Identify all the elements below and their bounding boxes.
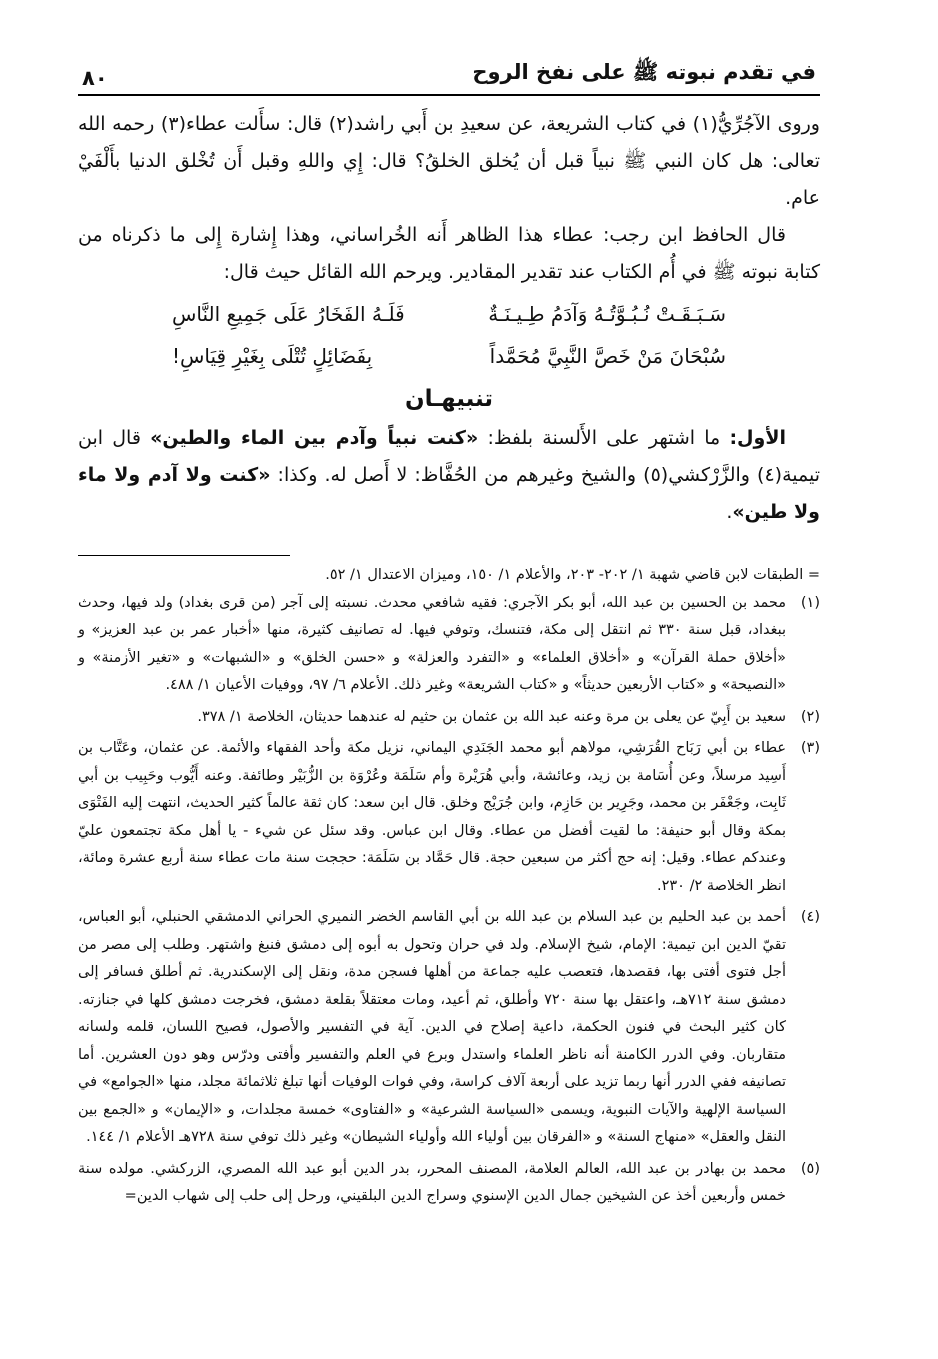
- hemistich: بِفَضَائِلٍ تُتْلَى بِغَيْرِ قِيَاسِ!: [172, 344, 373, 368]
- notice-text: ما اشتهر على الأَلسنة بلفظ:: [478, 427, 730, 449]
- page-header: [78, 52, 820, 96]
- notice-quote: «كنت نبياً وآدم بين الماء والطين»: [150, 427, 479, 449]
- footnote-number: (٣): [800, 740, 820, 756]
- footnote-number: (٤): [800, 909, 820, 925]
- hemistich: سُبْحَانَ مَنْ خَصَّ النَّبِيَّ مُحَمَّداً: [489, 344, 726, 368]
- footnote: [78, 904, 820, 1152]
- notice-lead: الأول:: [729, 427, 786, 449]
- footnote-continuation: = الطبقات لابن قاضي شهبة ١/ ٢٠٢- ٢٠٣، والأعلام ١/ ١٥٠، وميزان الاعتدال ١/ ٥٢.: [325, 567, 820, 583]
- section-heading: تنبيهـان: [404, 386, 494, 412]
- paragraph-1: وروى الآجُرِّيُّ(١) في كتاب الشريعة، عن سعيدِ بن أَبي راشد(٢) قال: سأَلت عطاء(٣) رحمه الله تعالى: هل كان النبي ﷺ نبياً قبل أن يُخلق الخلقُ؟ قال: إِي واللهِ وقبل أَن تُخْلق الدنيا بأَلْفَيْ عام.: [78, 113, 820, 209]
- footnote-number: (١): [800, 594, 820, 611]
- poem: [78, 293, 820, 377]
- footnote-separator: [78, 555, 290, 556]
- book-page: [78, 52, 820, 1215]
- footnote: [78, 704, 820, 732]
- poem-verse: [78, 293, 820, 335]
- notice-paragraph: [78, 420, 820, 531]
- main-text: [78, 106, 820, 531]
- notice-quote: «كنت ولا آدم ولا ماء ولا طين»: [78, 464, 820, 523]
- footnote: [78, 735, 820, 900]
- footnote-text: عطاء بن أبي رَبَاح القُرَشِي، مولاهم أبو محمد الجَنَدِي اليماني، نزيل مكة وأحد الفقهاء والأئمة. عن عثمان، وعَتَّاب بن أَسِيد مرسلاً، وعن أُسَامة بن زيد، وعائشة، وأبي هُرَيْرة وأم سَلَمَة وعُرْوَة بن الزُّبَيْر وطائفة. وعنه أَيُّوب وحَبِيب بن أبي ثَابِت، وجَعْفَر بن محمد، وجَرِير بن حَازِم، وابن جُرَيْج وخلق. قال ابن سعد: كان ثقة عالماً كثير الحديث، انتهت إليه الفَتْوَى بمكة وقال أبو حنيفة: ما لقيت أفضل من عطاء. وقال ابن عباس. وقد سئل عن شيء - يا أهل مكة تجتمعون عليّ وعندكم عطاء. وقيل: إنه حج أكثر من سبعين حجة. قال حَمَّاد بن سَلَمَة: حججت سنة مات عطاء سنة أربع عشرة ومائة، انظر الخلاصة ٢/ ٢٣٠.: [78, 740, 786, 894]
- footnote-number: (٢): [800, 708, 820, 725]
- running-title: في تقدم نبوته ﷺ على نفخ الروح: [472, 60, 816, 84]
- footnote-text: محمد بن بهادر بن عبد الله، العالم العلامة، المصنف المحرر، بدر الدين أبو عبد الله المصري، الزركشي. مولده سنة خمس وأربعين أخذ عن الشيخين جمال الدين الإسنوي وسراج الدين البلقيني، ورحل إلى حلب إلى شهاب الدين=: [78, 1160, 786, 1204]
- paragraph-2: قال الحافظ ابن رجب: عطاء هذا الظاهر أَنه الخُراساني، وهذا إِشارة إِلى ما ذكرناه من كتابة نبوته ﷺ في أُم الكتاب عند تقدير المقادير. ويرحم الله القائل حيث قال:: [78, 224, 820, 283]
- notice-text: قال ابن تيمية(٤) والزَّرْكشي(٥) والشيخ وغيرهم من الحُفَّاظ: لا أَصل له. وكذا:: [78, 427, 820, 486]
- notice-end: .: [726, 501, 733, 523]
- footnote: [78, 1156, 820, 1211]
- footnote-text: سعيد بن أَبِيّ عن يعلى بن مرة وعنه عبد الله بن عثمان بن حثيم له عندهما حديثان، الخلاصة ١/ ٣٧٨.: [197, 708, 786, 725]
- hemistich: فَلَـهُ الفَخَارُ عَلَى جَمِيعِ النَّاسِ: [172, 302, 405, 326]
- footnotes: [78, 562, 820, 1211]
- footnote-text: محمد بن الحسين بن عبد الله، أبو بكر الآجري: فقيه شافعي محدث. نسبته إلى آجر (من قرى بغداد) ولد فيها، وحدث ببغداد، قبل سنة ٣٣٠ ثم انتقل إلى مكة، فتنسك، وتوفي فيها. له تصانيف كثيرة، منها «أخبار عمر بن عبد العزيز» و «أخلاق حملة القرآن» و «أخلاق العلماء» و «التفرد والعزلة» و «حسن الخلق» و «الشبهات» و «تغير الأزمنة» و «النصيحة» و «كتاب الأربعين حديثاً» و «كتاب الشريعة» وغير ذلك. الأعلام ٦/ ٩٧، ووفيات الأعيان ١/ ٤٨٨.: [78, 594, 786, 693]
- footnote-text: أحمد بن عبد الحليم بن عبد السلام بن عبد الله بن أبي القاسم الخضر النميري الحراني الدمشقي الحنبلي، أبو العباس، تقيّ الدين ابن تيمية: الإمام، شيخ الإسلام. ولد في حران وتحول به أبوه إلى دمشق فنبغ واشتهر. وطلب إلى مصر من أجل فتوى أفتى بها، فقصدها، فتعصب عليه جماعة من أهلها فسجن مدة، ونقل إلى الإسكندرية. ثم أطلق فسافر إلى دمشق سنة ٧١٢هـ، واعتقل بها سنة ٧٢٠ وأطلق، ثم أعيد، ومات معتقلاً بقلعة دمشق، فخرجت دمشق كلها في جنازته. كان كثير البحث في فنون الحكمة، داعية إصلاح في الدين. آية في التفسير والأصول، فصيح اللسان، قلمه ولسانه متقاربان. وفي الدرر الكامنة أنه ناظر العلماء واستدل وبرع في العلم والتفسير وأفتى ودرّس وهو دون العشرين. أما تصانيفه ففي الدرر أنها ربما تزيد على أربعة آلاف كراسة، وفي فوات الوفيات أنها تبلغ ثلاثمائة مجلد، منها «الجوامع» في السياسة الإلهية والآيات النبوية، ويسمى «السياسة الشرعية» و «الفتاوى» خمسة مجلدات، و «الإيمان» و «الجمع بين النقل والعقل» «منهاج السنة» و «الفرقان بين أولياء الله وأولياء الشيطان» وغير ذلك توفي سنة ٧٢٨هـ الأعلام ١/ ١٤٤.: [78, 909, 786, 1145]
- hemistich: سَـبَـقَـتْ نُـبُـوَّتُـهُ وَآدَمُ طِـيـنَـةٌ: [488, 302, 726, 326]
- poem-verse: [78, 335, 820, 377]
- footnote: [78, 590, 820, 700]
- page-number: ٨٠: [82, 66, 108, 90]
- footnote-number: (٥): [800, 1160, 820, 1177]
